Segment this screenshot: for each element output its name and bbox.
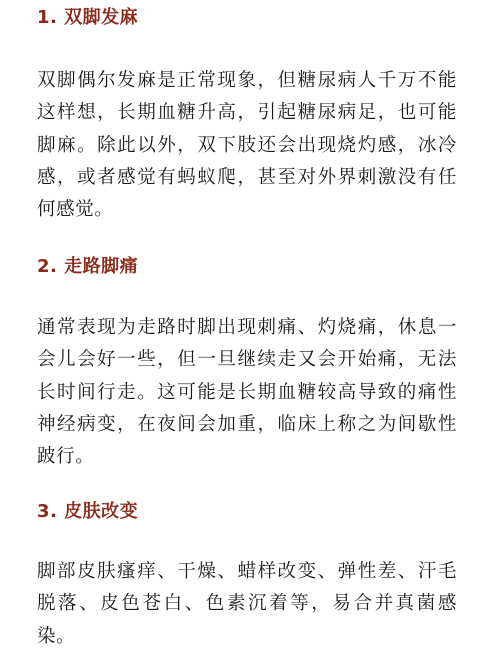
section-number-2: 2.: [37, 256, 58, 277]
section-body-2: 通常表现为走路时脚出现刺痛、灼烧痛，休息一会儿会好一些，但一旦继续走又会开始痛，无法长时间行走。这可能是长期血糖较高导致的痛性神经病变，在夜间会加重，临床上称之为间歇性跛行。: [37, 317, 457, 468]
section-body-3: 脚部皮肤瘙痒、干燥、蜡样改变、弹性差、汗毛脱落、皮色苍白、色素沉着等，易合并真菌感染。: [37, 561, 457, 647]
section-number-3: 3.: [37, 501, 58, 522]
section-heading-3: [37, 500, 138, 524]
section-heading-1: [37, 6, 138, 30]
section-title-3: 皮肤改变: [64, 501, 139, 522]
section-heading-2: [37, 255, 138, 279]
section-number-1: 1.: [37, 7, 58, 28]
section-body-1: 双脚偶尔发麻是正常现象，但糖尿病人千万不能这样想，长期血糖升高，引起糖尿病足，也可能脚麻。除此以外，双下肢还会出现烧灼感，冰冷感，或者感觉有蚂蚁爬，甚至对外界刺激没有任何感觉。: [37, 70, 457, 221]
section-title-1: 双脚发麻: [64, 7, 139, 28]
section-title-2: 走路脚痛: [64, 256, 139, 277]
